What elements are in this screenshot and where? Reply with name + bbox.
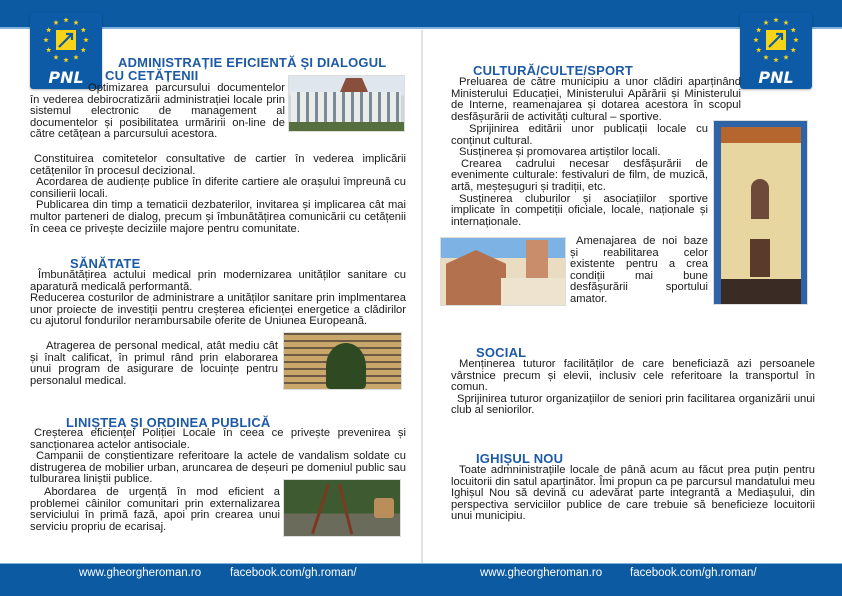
section-body-cultura [451, 77, 741, 123]
star-icon [756, 27, 761, 32]
section-body-sanatate-cont [30, 341, 278, 387]
pnl-logo-left [30, 13, 102, 89]
star-icon [773, 57, 778, 62]
section-body-sanatate [30, 270, 406, 328]
star-icon [791, 27, 796, 32]
section-title-administratie: ADMINISTRAȚIE EFICIENTĂ ȘI DIALOGUL [118, 55, 387, 70]
pnl-emblem-icon [740, 13, 812, 73]
pnl-logo-right [740, 13, 812, 89]
section-title-sanatate: SĂNĂTATE [70, 256, 141, 271]
paragraph: Îmbunătățirea actului medical prin modernizarea unităților sanitare cu aparatură medicală performantă. [30, 269, 406, 293]
paragraph: Toate admninistrațiile locale de până acum au făcut prea puțin pentru locuitorii din satul aparținător. Îmi propun ca pe parcursul mandatului meu Ighișul Nou să devină cu adevărat parte integrantă a Mediașului, din perspectiva serviciilor publice de care trebuie să beneficieze locuitorii unui municipiu. [451, 464, 815, 523]
section-body-linistea-cont [30, 487, 280, 533]
website-link-right[interactable]: www.gheorgheroman.ro [480, 567, 603, 579]
paragraph: Susținerea și promovarea artiștilor locali. [459, 146, 661, 159]
section-title-linistea: LINIȘTEA ȘI ORDINEA PUBLICĂ [66, 415, 271, 430]
facebook-link-right[interactable]: facebook.com/gh.roman/ [630, 567, 757, 579]
star-icon [53, 55, 58, 60]
website-link-left[interactable]: www.gheorgheroman.ro [79, 567, 202, 579]
star-icon [753, 37, 758, 42]
paragraph: Optimizarea parcursului documentelor în vederea debirocratizării administrației locale prin sistemul electronic de management al documentelor și posibilitatea urmăririi on-line de către cetățean a parcursului acestora. [30, 82, 285, 141]
star-icon [783, 55, 788, 60]
section-title-cultura: CULTURĂ/CULTE/SPORT [473, 63, 634, 78]
section-body-ighisul-nou [451, 465, 815, 523]
section-title-ighisul-nou: IGHIȘUL NOU [476, 451, 564, 466]
logo-text: PNL [48, 68, 84, 87]
star-icon [63, 57, 68, 62]
star-icon [783, 20, 788, 25]
page-fold-divider [421, 30, 423, 563]
paragraph: Menținerea tuturor facilităților de care beneficiază azi persoanele vârstnice precum și elevii, inclusiv cele referitoare la transportul în comun. [451, 358, 815, 394]
star-icon [53, 20, 58, 25]
paragraph: Creșterea eficienței Poliției Locale în ceea ce privește prevenirea și sancționarea actelor antisociale. [30, 427, 406, 451]
paragraph: Campanii de conștientizare referitoare la actele de vandalism soldate cu distrugerea de mobilier urban, aruncarea de deșeuri pe domeniul public sau tulburarea liniștii publice. [30, 450, 406, 486]
star-icon [81, 27, 86, 32]
playground-photo [283, 479, 401, 537]
section-body-social [451, 359, 815, 417]
hospital-photo [283, 332, 402, 390]
paragraph: Amenajarea de noi baze și reabilitarea celor existente pentru a crea condiții mai bune desfășurării sportului amator. [570, 235, 708, 305]
section-body-administratie-cont [30, 154, 406, 235]
star-icon [793, 37, 798, 42]
paragraph: Constituirea comitetelor consultative de cartier în vederea implicării cetățenilor în procesul decizional. [30, 153, 406, 177]
star-icon [73, 55, 78, 60]
paragraph: Abordarea de urgență în mod eficient a problemei câinilor comunitari prin externalizarea serviciului în primă fază, apoi prin crearea unui serviciu propriu de ecarisaj. [30, 486, 280, 533]
star-icon [763, 55, 768, 60]
paragraph: Sprijinirea tuturor organizațiilor de seniori prin facilitarea organizării unui club al seniorilor. [451, 392, 815, 417]
star-icon [81, 47, 86, 52]
paragraph: Publicarea din timp a tematicii dezbaterilor, invitarea și implicarea cât mai multor parteneri de dialog, precum și îmbunătățirea comunicării cu cetățenii în ceea ce privește deciziile majore pentru comunitate. [30, 199, 406, 235]
section-title-social: SOCIAL [476, 345, 527, 360]
paragraph: Acordarea de audiențe publice în diferite cartiere ale orașului împreună cu consilierii locali. [30, 176, 406, 200]
star-icon [46, 27, 51, 32]
star-icon [791, 47, 796, 52]
star-icon [763, 20, 768, 25]
star-icon [43, 37, 48, 42]
paragraph: Sprijinirea editării unor publicații locale cu conținut cultural. [451, 123, 708, 147]
section-body-linistea [30, 428, 406, 486]
paragraph: Crearea cadrului necesar desfășurării de evenimente culturale: festivaluri de film, de muzică, artă, meșteșuguri și tradiții, etc. [451, 157, 708, 193]
paragraph: Preluarea de către municipiu a unor clădiri aparținând Ministerului Educației, Ministerului Apărării și Ministerului de Interne, reamenajarea și dotarea acestora în scopul desfășurării de activități cultural – sportive. [451, 76, 741, 123]
sports-hall-photo [440, 237, 566, 306]
facebook-link-left[interactable]: facebook.com/gh.roman/ [230, 567, 357, 579]
star-icon [83, 37, 88, 42]
star-icon [756, 47, 761, 52]
section-title-administratie-line2: CU CETĂȚENII [105, 68, 199, 83]
top-band [0, 0, 842, 29]
tower-building-photo [713, 120, 808, 305]
town-hall-photo [288, 75, 405, 132]
star-icon [773, 17, 778, 22]
section-body-cultura-sport [570, 236, 708, 306]
pnl-emblem-icon [30, 13, 102, 73]
section-body-administratie [30, 83, 285, 141]
star-icon [63, 17, 68, 22]
paragraph: Susținerea cluburilor și asociațiilor sportive implicate în competiții oficiale, locale, naționale și internaționale. [451, 192, 708, 228]
paragraph: Atragerea de personal medical, atât mediu cât și înalt calificat, în primul rând prin elaborarea unui program de asigurare de locuințe pentru personalul medical. [30, 340, 278, 387]
section-body-cultura-cont [451, 124, 708, 228]
star-icon [46, 47, 51, 52]
star-icon [73, 20, 78, 25]
logo-text: PNL [758, 68, 794, 87]
paragraph: Reducerea costurilor de administrare a unităților sanitare prin implmentarea unor proiecte de investiții pentru creșterea eficienței energetice a clădirilor cu ajutorul fondurilor nerambursabile oferite de Uniunea Europeană. [30, 292, 406, 328]
